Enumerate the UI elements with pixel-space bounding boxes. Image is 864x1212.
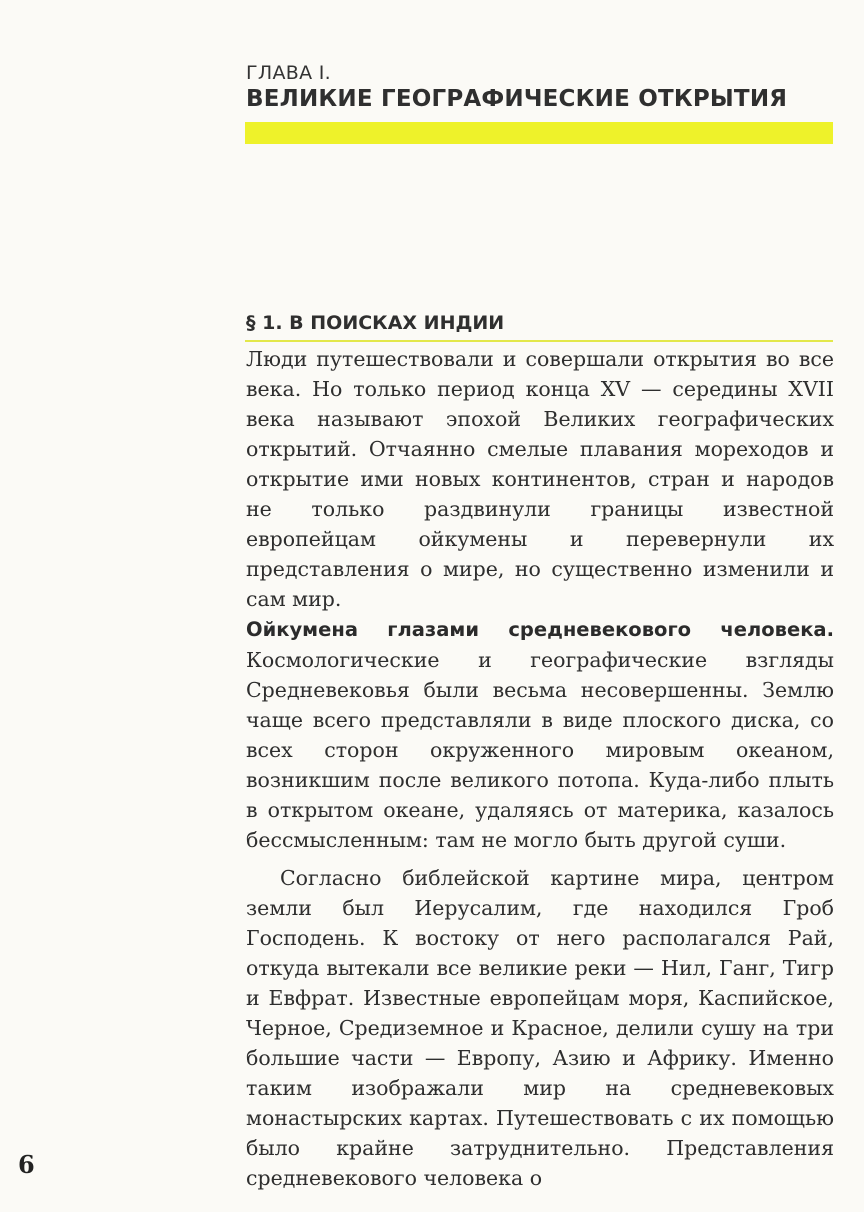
page-number: 6	[18, 1150, 35, 1179]
body-text	[246, 344, 834, 1193]
paragraph-2-text: Космологические и географические взгляды Средневековья были весьма несовершенны. Землю чаще всего представляли в виде плоского диска, со всех сторон окруженного мировым океаном, возникшим после великого потопа. Куда-либо плыть в открытом океане, удаляясь от материка, казалось бессмысленным: там не могло быть другой суши.	[246, 648, 834, 852]
paragraph-3: Согласно библейской картине мира, центром земли был Иерусалим, где находился Гроб Господень. К востоку от него располагался Рай, откуда вытекали все великие реки — Нил, Ганг, Тигр и Евфрат. Известные европейцам моря, Каспийское, Черное, Средиземное и Красное, делили сушу на три большие части — Европу, Азию и Африку. Именно таким изображали мир на средневековых монастырских картах. Путешествовать с их помощью было крайне затруднительно. Представления средневекового человека о	[246, 866, 834, 1190]
paragraph-2-heading: Ойкумена глазами средневекового человека.	[246, 618, 834, 641]
chapter-highlight-bar	[245, 122, 833, 144]
section-underline	[245, 340, 833, 342]
chapter-title: ВЕЛИКИЕ ГЕОГРАФИЧЕСКИЕ ОТКРЫТИЯ	[246, 86, 788, 112]
paragraph-2	[246, 614, 834, 855]
chapter-label: ГЛАВА I.	[246, 62, 331, 84]
paragraph-1: Люди путешествовали и совершали открытия во все века. Но только период конца XV — середины XVII века называют эпохой Великих географических открытий. Отчаянно смелые плавания мореходов и открытие ими новых континентов, стран и народов не только раздвинули границы известной европейцам ойкумены и перевернули их представления о мире, но существенно изменили и сам мир.	[246, 347, 834, 611]
section-title: § 1. В ПОИСКАХ ИНДИИ	[246, 312, 505, 334]
